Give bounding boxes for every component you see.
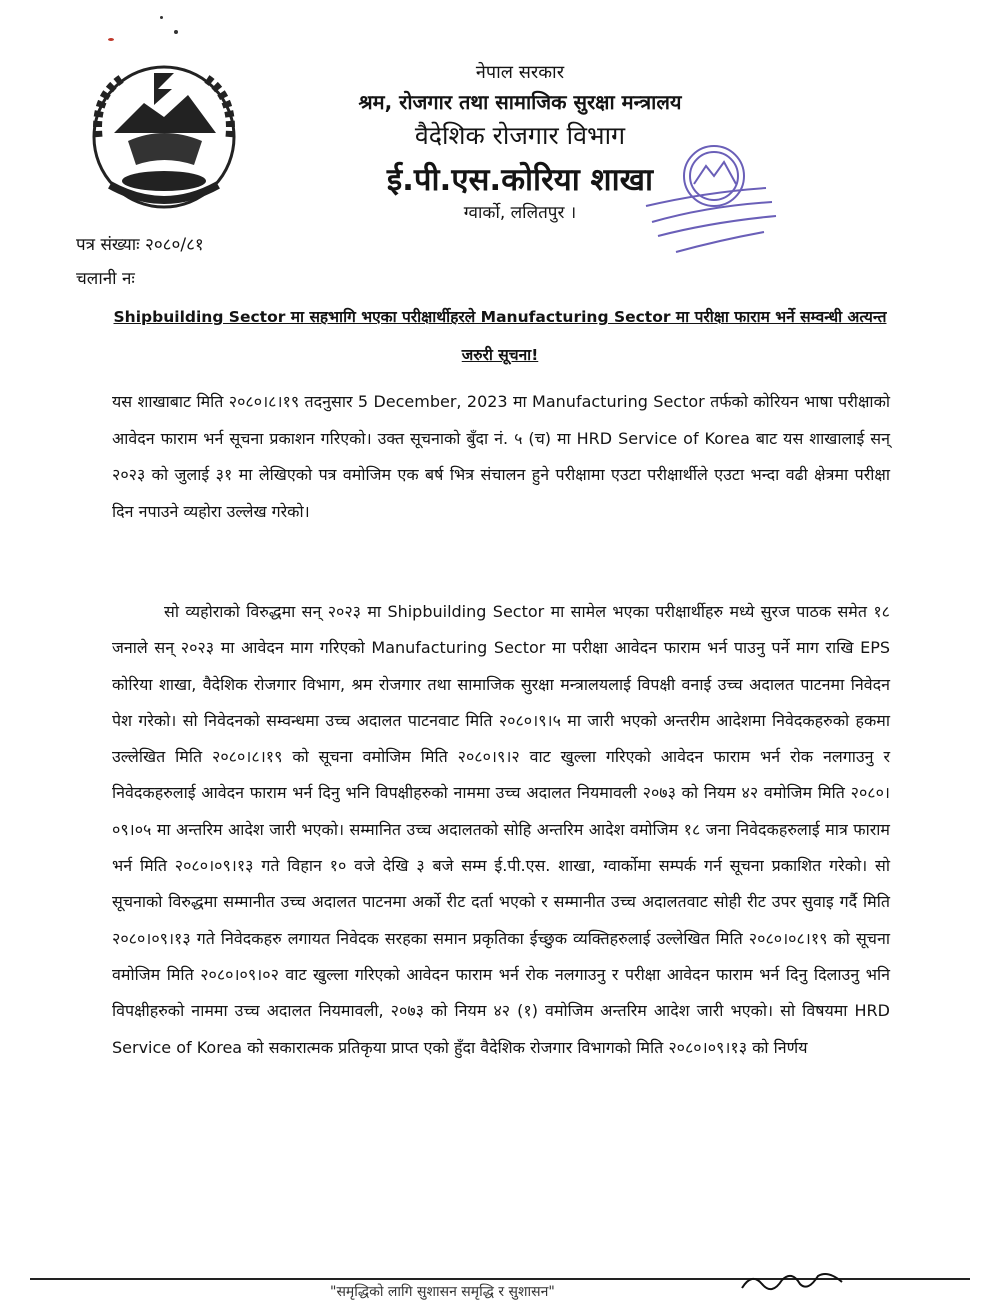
scan-speck	[174, 30, 178, 34]
section-name: ई.पी.एस.कोरिया शाखा	[386, 162, 654, 198]
handwritten-signature-icon	[738, 1266, 848, 1294]
scan-speck	[108, 38, 114, 41]
scan-speck	[160, 16, 163, 19]
dispatch-number: चलानी नः	[76, 269, 135, 289]
nepal-emblem-icon	[84, 55, 244, 215]
department-name: वैदेशिक रोजगार विभाग	[414, 121, 626, 150]
body-paragraph: यस शाखाबाट मिति २०८०।८।१९ तदनुसार 5 December, 2023 मा Manufacturing Sector तर्फको कोरियन भाषा परीक्षाको आवेदन फाराम भर्न सूचना प्रकाशन गरिएको। उक्त सूचनाको बुँदा नं. ५ (च) मा HRD Service of Korea बाट यस शाखालाई सन् २०२३ को जुलाई ३१ मा लेखिएको पत्र वमोजिम एक बर्ष भित्र संचालन हुने परीक्षामा एउटा परीक्षार्थीले एउटा भन्दा वढी क्षेत्रमा परीक्षा दिन नपाउने व्यहोरा उल्लेख गरेको।	[112, 392, 890, 521]
ministry-name: श्रम, रोजगार तथा सामाजिक सुरक्षा मन्त्रालय	[358, 90, 682, 114]
letter-number: पत्र संख्याः २०८०/८१	[76, 235, 204, 255]
government-name: नेपाल सरकार	[475, 62, 565, 83]
office-address: ग्वार्को, ललितपुर ।	[463, 203, 577, 223]
office-seal-stamp-icon	[636, 136, 786, 266]
body-paragraph: सो व्यहोराको विरुद्धमा सन् २०२३ मा Shipbuilding Sector मा सामेल भएका परीक्षार्थीहरु मध्ये सुरज पाठक समेत १८ जनाले सन् २०२३ मा आवेदन माग गरिएको Manufacturing Sector मा परीक्षा आवेदन फाराम भर्न पाउनु पर्ने माग राखि EPS कोरिया शाखा, वैदेशिक रोजगार विभाग, श्रम रोजगार तथा सामाजिक सुरक्षा मन्त्रालयलाई विपक्षी वनाई उच्च अदालत पाटनमा निवेदन पेश गरेको। सो निवेदनको सम्वन्धमा उच्च अदालत पाटनवाट मिति २०८०।९।५ मा जारी भएको अन्तरीम आदेशमा निवेदकहरुको हकमा उल्लेखित मिति २०८०।८।१९ को सूचना वमोजिम मिति २०८०।९।२ वाट खुल्ला गरिएको आवेदन फाराम भर्न रोक नलगाउनु र निवेदकहरुलाई आवेदन फाराम भर्न दिनु भनि विपक्षीहरुको नाममा उच्च अदालत नियमावली २०७३ को नियम ४२ वमोजिम मिति २०८०।०९।०५ मा अन्तरिम आदेश जारी भएको। सम्मानित उच्च अदालतको सोहि अन्तरिम आदेश वमोजिम १८ जना निवेदकहरुलाई मात्र फाराम भर्न मिति २०८०।०९।१३ गते विहान १० वजे देखि ३ बजे सम्म ई.पी.एस. शाखा, ग्वार्कोमा सम्पर्क गर्न सूचना प्रकाशित गरेको। सो सूचनाको विरुद्धमा सम्मानीत उच्च अदालत पाटनमा अर्को रीट दर्ता भएको र सम्मानीत उच्च अदालतवाट सोही रीट उपर सुवाइ गर्दै मिति २०८०।०९।१३ गते निवेदकहरु लगायत निवेदक सरहका समान प्रकृतिका ईच्छुक व्यक्तिहरुलाई उल्लेखित मिति २०८०।०८।१९ को सूचना वमोजिम मिति २०८०।०९।०२ वाट खुल्ला गरिएको आवेदन फाराम भर्न रोक नलगाउनु र परीक्षा आवेदन फाराम भर्न दिनु दिलाउनु भनि विपक्षीहरुको नाममा उच्च अदालत नियमावली, २०७३ को नियम ४२ (१) वमोजिम अन्तरिम आदेश जारी भएको। सो विषयमा HRD Service of Korea को सकारात्मक प्रतिकृया प्राप्त एको हुँदा वैदेशिक रोजगार विभागको मिति २०८०।०९।१३ को निर्णय	[112, 602, 890, 1057]
notice-subject: Shipbuilding Sector मा सहभागि भएका परीक्षार्थीहरले Manufacturing Sector मा परीक्षा फाराम भर्ने सम्वन्धी अत्यन्त जरुरी सूचना!	[113, 308, 887, 364]
footer-slogan: "समृद्धिको लागि सुशासन समृद्धि र सुशासन"	[330, 1284, 555, 1300]
